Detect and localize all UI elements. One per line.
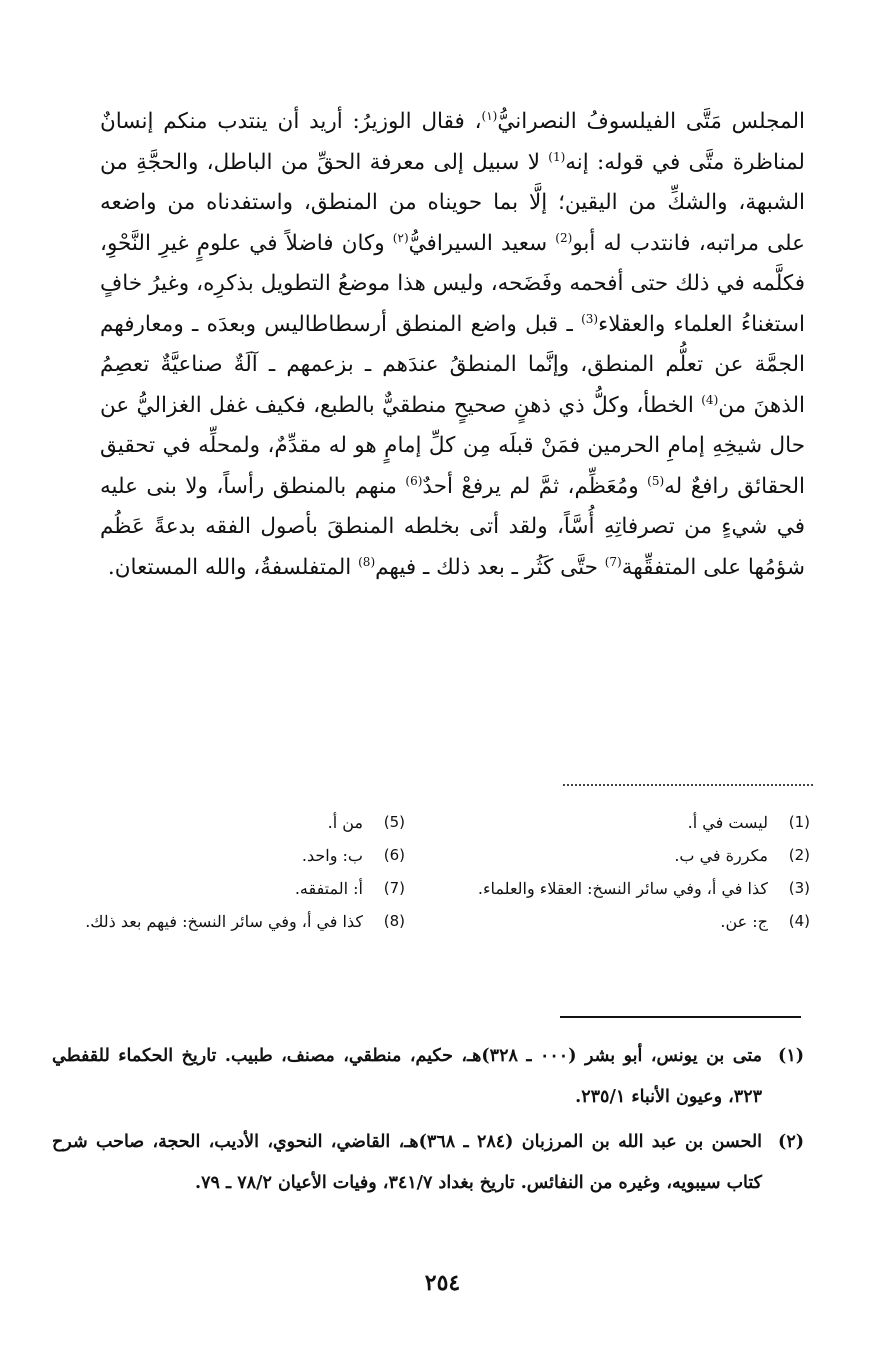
variant-note: [430, 905, 810, 938]
note-text: أ: المتفقه.: [294, 879, 363, 898]
note-number: (4): [788, 912, 810, 930]
text-segment: ، فقال الوزيرُ: أريد أن ينتدب منكم إنسانٌ لمناظرة متَّى في قوله: إنه: [100, 109, 805, 175]
footnote-ref: (١): [481, 108, 498, 123]
dotted-separator: [563, 784, 813, 786]
note-text: ليست في أ.: [687, 813, 768, 832]
variant-notes: [40, 806, 810, 976]
variant-note: [45, 839, 405, 872]
text-segment: الخطأ، وكلُّ ذي ذهنٍ صحيحٍ منطقيٌّ بالطبع، فكيف غفل الغزاليُّ عن حال شيخِهِ إمامِ الحرمين فمَنْ قبلَه مِن كلِّ إمامٍ هو له مقدِّمٌ، ولمحلِّه في تحقيق الحقائق رافعٌ له: [100, 392, 805, 499]
text-segment: ـ قبل واضع المنطق أرسطاطاليس وبعدَه ـ ومعارفهم الجمَّة عن تعلُّم المنطق، وإنَّما المنطقُ عندَهم ـ بزعمهم ـ آلَةٌ صناعيَّةٌ تعصِمُ الذهنَ من: [100, 311, 806, 418]
variant-note: [430, 839, 810, 872]
main-text: [100, 102, 805, 588]
note-number: (8): [383, 912, 405, 930]
footnote: [52, 1036, 804, 1118]
variant-note: [45, 905, 405, 938]
footnote-ref: (٢): [392, 230, 409, 245]
footnote: [52, 1122, 804, 1204]
variant-note: [430, 806, 810, 839]
variant-ref: (7): [604, 554, 622, 569]
note-number: (6): [383, 846, 405, 864]
footnote-rule: [560, 1016, 801, 1018]
note-number: (7): [383, 879, 405, 897]
text-segment: سعيد السيرافيُّ: [408, 230, 556, 256]
variant-note: [430, 872, 810, 905]
variant-notes-left-column: [45, 806, 405, 938]
note-text: ج: عن.: [720, 912, 768, 931]
variant-ref: (2): [555, 230, 573, 245]
variant-note: [45, 872, 405, 905]
text-segment: المجلس مَتَّى الفيلسوفُ النصرانيُّ: [497, 109, 806, 134]
note-text: من أ.: [327, 813, 363, 832]
footnote-text: الحسن بن عبد الله بن المرزبان (٢٨٤ ـ ٣٦٨)هـ، القاضي، النحوي، الأديب، الحجة، صاحب شرح كتاب سيبويه، وغيره من النفائس. تاريخ بغداد ٣٤١/٧، وفيات الأعيان ٧٨/٢ ـ ٧٩.: [52, 1132, 763, 1193]
note-text: ب: واحد.: [301, 846, 363, 865]
text-segment: المتفلسفةُ، والله المستعان.: [107, 554, 359, 580]
variant-notes-right-column: [430, 806, 810, 938]
note-text: مكررة في ب.: [674, 846, 768, 865]
variant-note: [45, 806, 405, 839]
text-segment: ومُعَظِّم، ثمَّ لم يرفعْ أحدٌ: [422, 473, 648, 499]
footnote-text: متى بن يونس، أبو بشر (٠٠٠ ـ ٣٢٨)هـ، حكيم، منطقي، مصنف، طبيب. تاريخ الحكماء للقفطي ٣٢٣، وعيون الأنباء ٢٣٥/١.: [52, 1046, 763, 1107]
text-segment: حتَّى كَثُر ـ بعد ذلك ـ فيهم: [375, 554, 605, 580]
variant-ref: (1): [548, 149, 566, 164]
variant-ref: (8): [358, 554, 376, 569]
note-number: (5): [383, 813, 405, 831]
variant-ref: (6): [405, 473, 423, 488]
note-number: (1): [788, 813, 810, 831]
page-number: ٢٥٤: [424, 1270, 461, 1296]
footnote-number: (١): [778, 1046, 804, 1066]
note-text: كذا في أ، وفي سائر النسخ: العقلاء والعلماء.: [477, 879, 768, 898]
footnote-number: (٢): [778, 1132, 804, 1152]
note-number: (2): [788, 846, 810, 864]
variant-ref: (4): [701, 392, 719, 407]
variant-ref: (3): [581, 311, 599, 326]
text-segment: منهم بالمنطق رأساً، ولا بنى عليه في شيءٍ من تصرفاتِهِ أُسَّاً، ولقد أتى بخلطه المنطقَ بأصول الفقه بدعةً عَظُم شؤمُها على المتفقِّهة: [100, 473, 805, 580]
note-number: (3): [788, 879, 810, 897]
variant-ref: (5): [647, 473, 665, 488]
text-segment: لا سبيل إلى معرفة الحقِّ من الباطل، والحجَّةِ من الشبهة، والشكِّ من اليقين؛ إلَّا بما حويناه من المنطق، واستفدناه من واضعه على مراتبه، فانتدب له أبو: [100, 149, 805, 256]
text-segment: وكان فاضلاً في علومٍ غيرِ النَّحْوِ، فكلَّمه في ذلك حتى أفحمه وفَضَحه، وليس هذا موضعُ التطويل بذكرِه، وغيرُ خافٍ استغناءُ العلماء والعقلاء: [100, 230, 805, 337]
note-text: كذا في أ، وفي سائر النسخ: فيهم بعد ذلك.: [85, 912, 363, 931]
